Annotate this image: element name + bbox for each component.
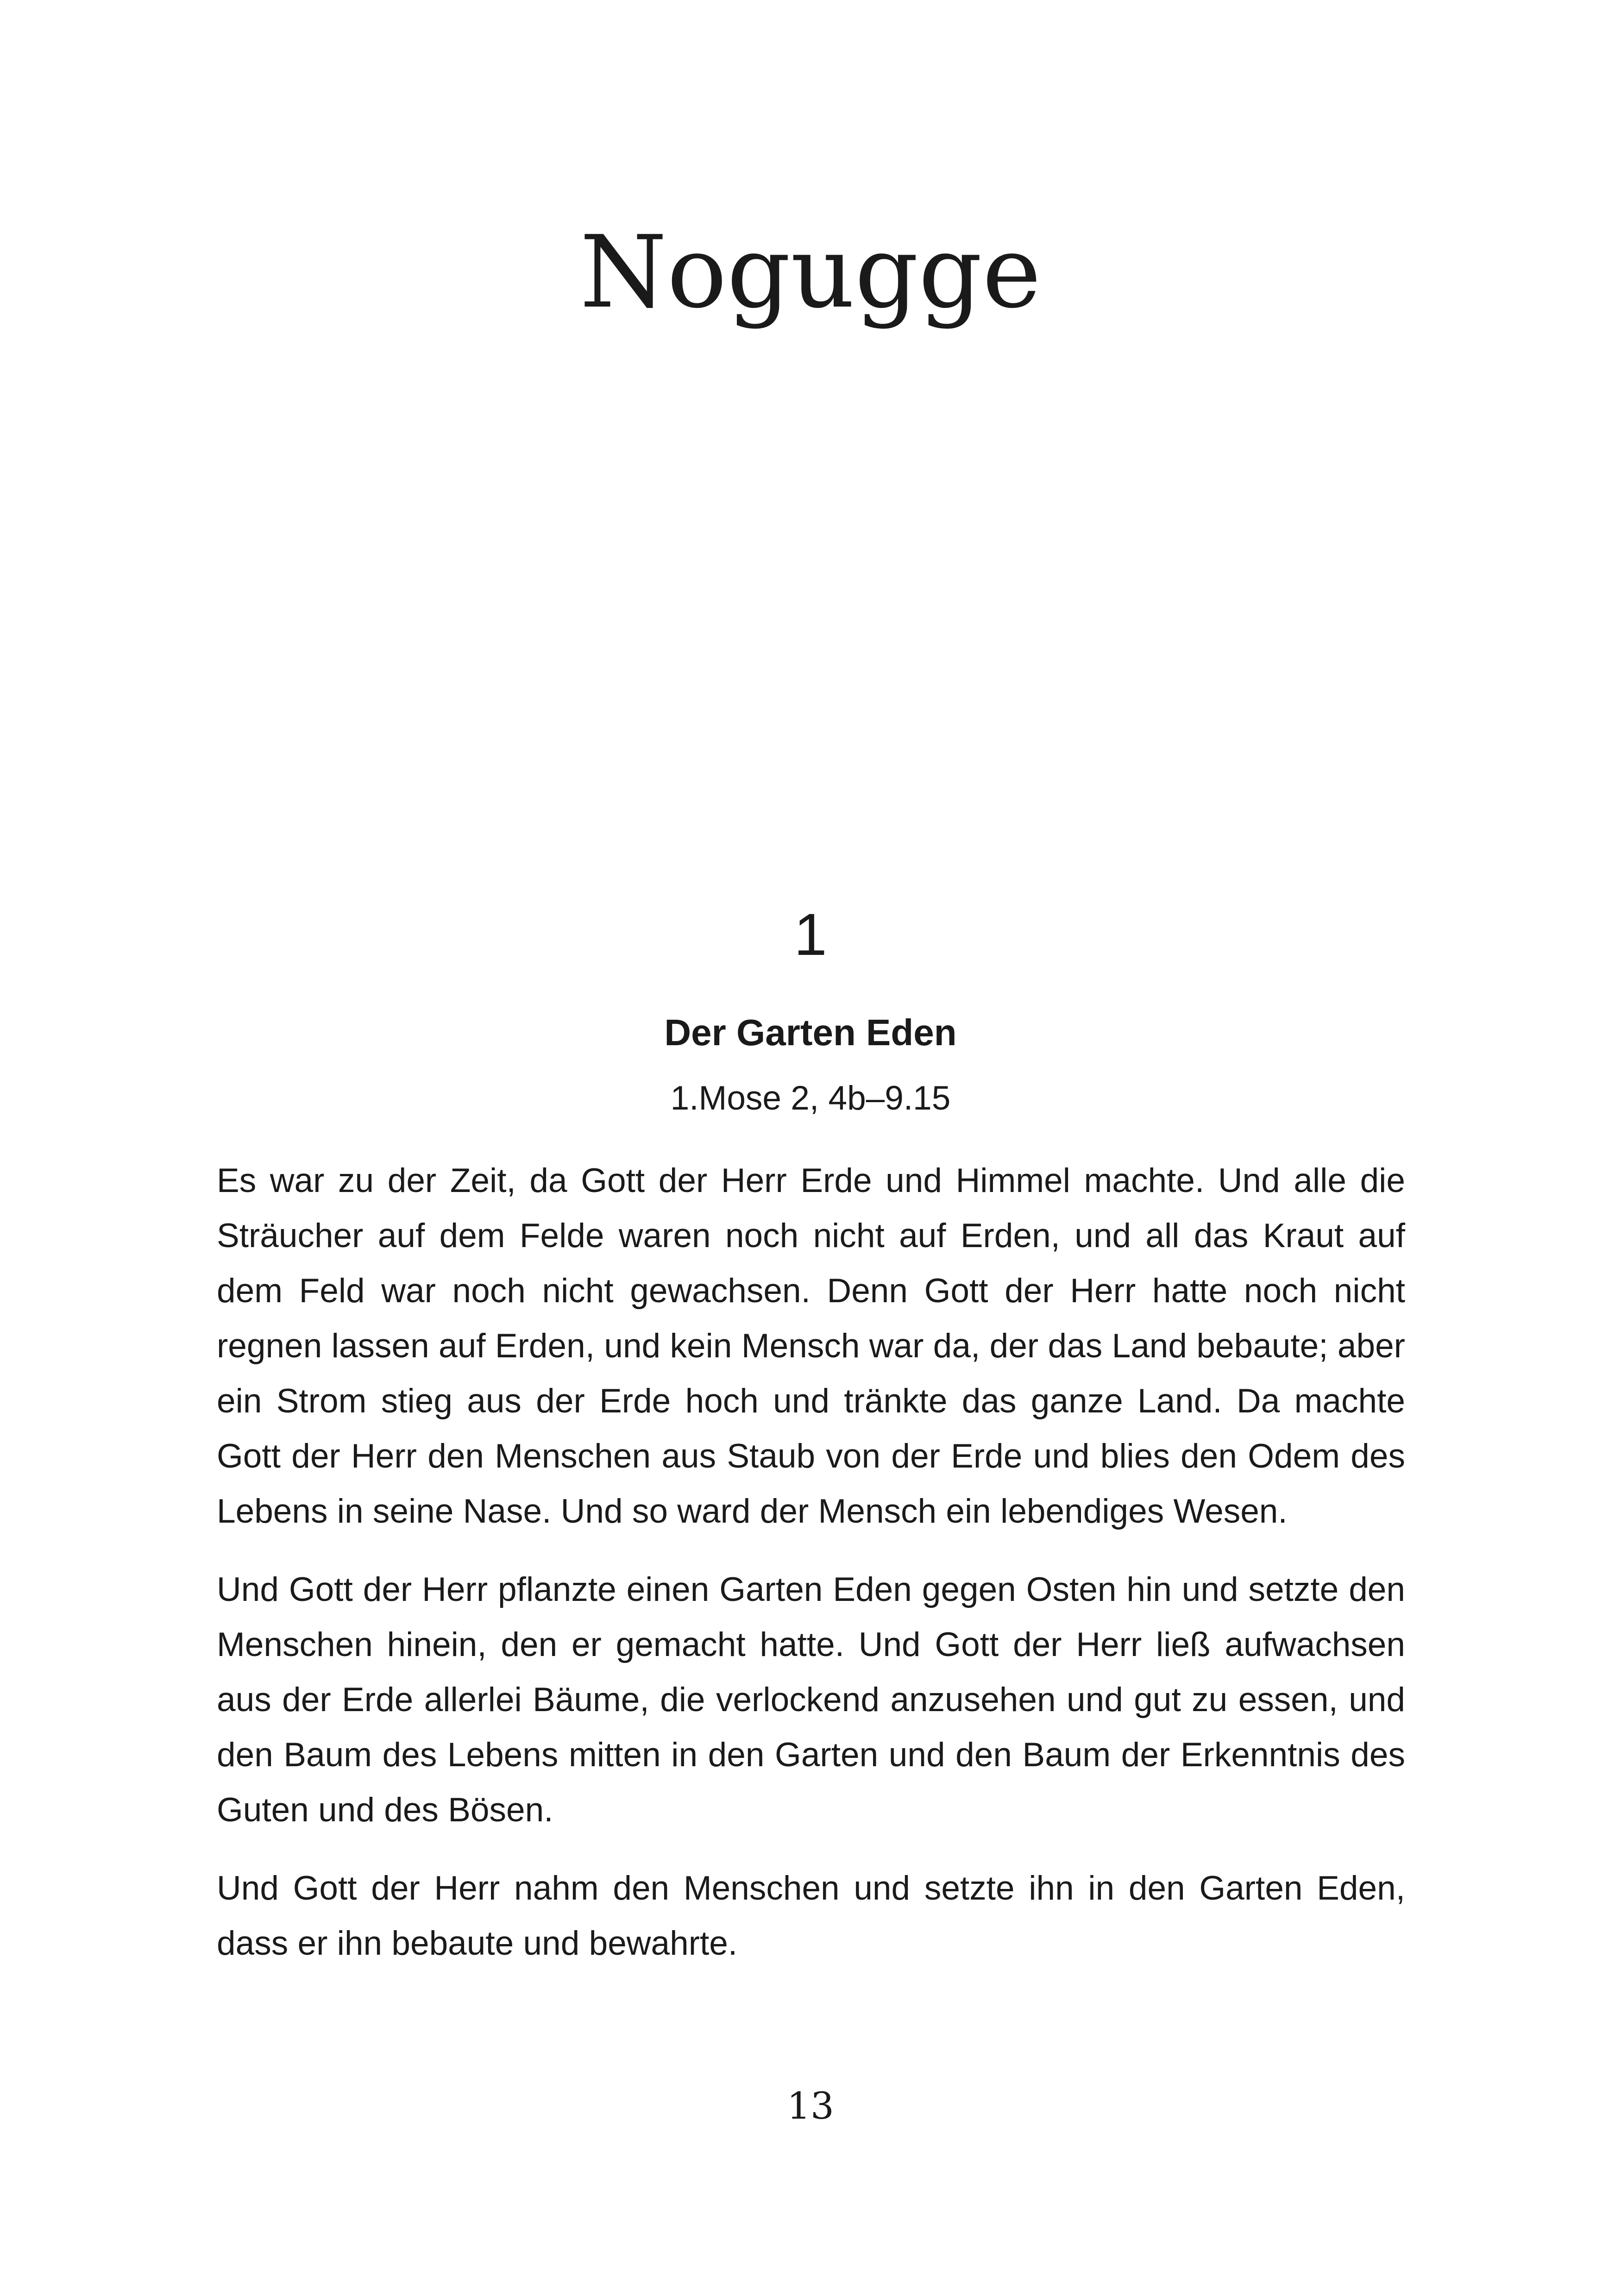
chapter-body [217, 1153, 1405, 1994]
scripture-reference: 1.Mose 2, 4b–9.15 [670, 1079, 951, 1117]
page-number: 13 [787, 2084, 834, 2127]
chapter-heading: Der Garten Eden [664, 1012, 957, 1053]
chapter-number: 1 [794, 902, 827, 968]
book-title: Nogugge [579, 214, 1042, 330]
paragraph: Es war zu der Zeit, da Gott der Herr Erde und Himmel machte. Und alle die Sträucher auf dem Felde waren noch nicht auf Erden, und all das Kraut auf dem Feld war noch nicht gewachsen. Denn Gott der Herr hatte noch nicht regnen lassen auf Erden, und kein Mensch war da, der das Land bebaute; aber ein Strom stieg aus der Erde hoch und tränkte das ganze Land. Da machte Gott der Herr den Menschen aus Staub von der Erde und blies den Odem des Lebens in seine Nase. Und so ward der Mensch ein lebendiges Wesen. [217, 1162, 1405, 1530]
paragraph: Und Gott der Herr pflanzte einen Garten Eden gegen Osten hin und setzte den Menschen hinein, den er gemacht hatte. Und Gott der Herr ließ aufwachsen aus der Erde allerlei Bäume, die verlockend anzusehen und gut zu essen, und den Baum des Lebens mitten in den Garten und den Baum der Erkenntnis des Guten und des Bösen. [217, 1571, 1405, 1829]
paragraph: Und Gott der Herr nahm den Menschen und setzte ihn in den Garten Eden, dass er ihn bebaute und bewahrte. [217, 1869, 1405, 1962]
